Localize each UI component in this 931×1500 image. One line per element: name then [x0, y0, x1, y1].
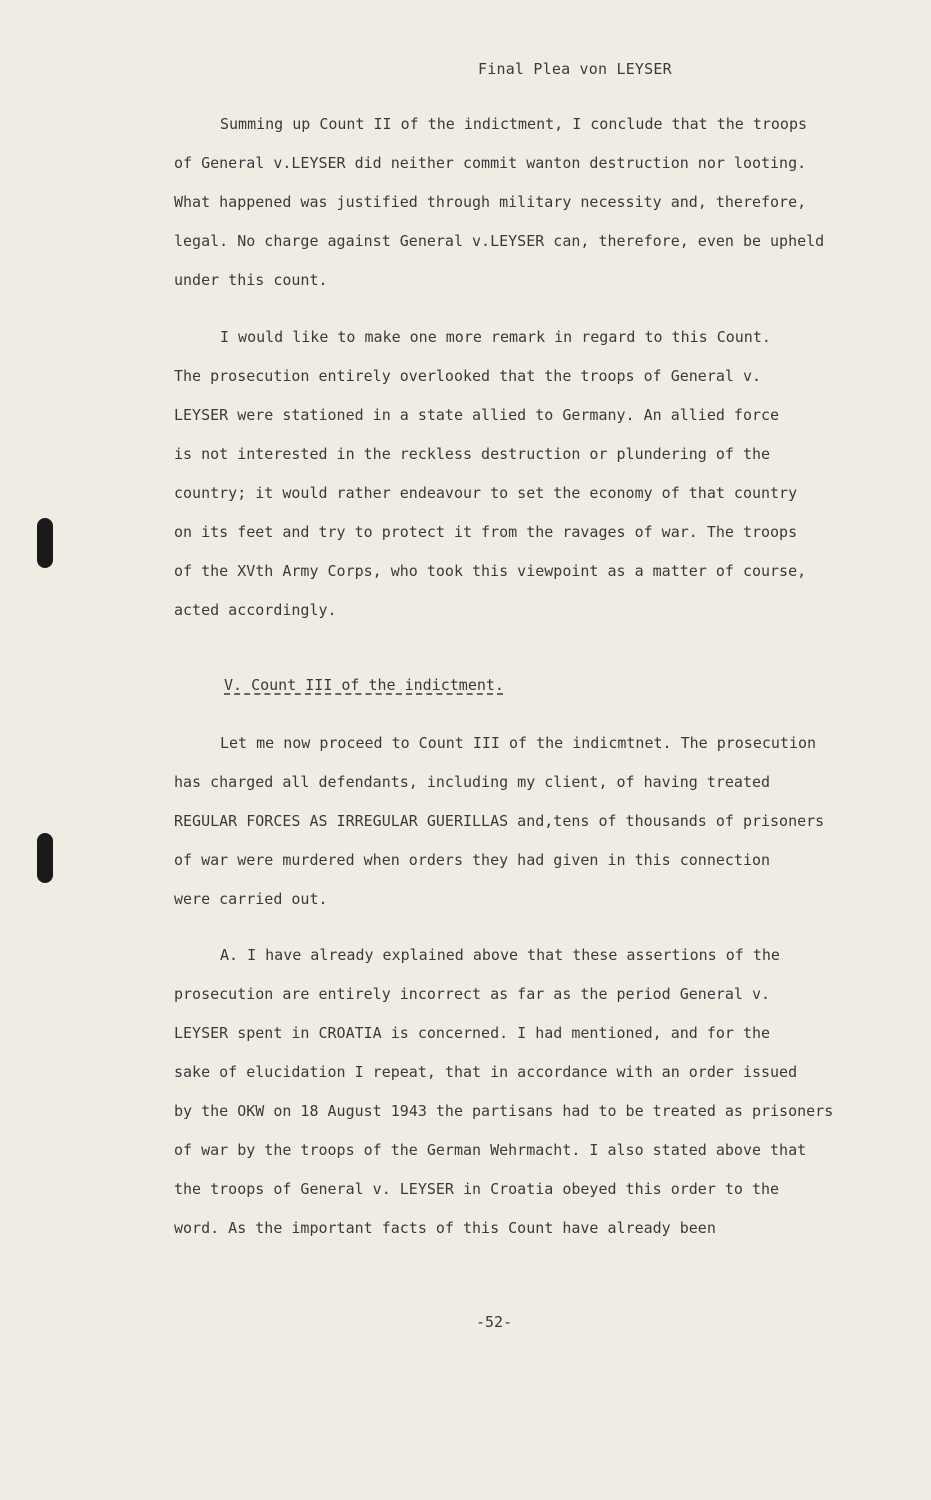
text-line: LEYSER were stationed in a state allied to Germany. An allied force [174, 406, 780, 424]
text-line: of war by the troops of the German Wehrmacht. I also stated above that [174, 1141, 807, 1159]
text-line: A. I have already explained above that these assertions of the [220, 946, 780, 964]
text-line: Summing up Count II of the indictment, I conclude that the troops [220, 115, 807, 133]
paragraph-allied-state-remark [174, 318, 864, 630]
text-line: sake of elucidation I repeat, that in accordance with an order issued [174, 1063, 798, 1081]
page-header: Final Plea von LEYSER [478, 60, 672, 78]
text-line: What happened was justified through military necessity and, therefore, [174, 193, 807, 211]
text-line: on its feet and try to protect it from the ravages of war. The troops [174, 523, 798, 541]
text-line: of war were murdered when orders they had given in this connection [174, 851, 771, 869]
punch-hole-lower [37, 833, 53, 883]
punch-hole-upper [37, 518, 53, 568]
text-line: of the XVth Army Corps, who took this viewpoint as a matter of course, [174, 562, 807, 580]
text-line: were carried out. [174, 890, 328, 908]
text-line: REGULAR FORCES AS IRREGULAR GUERILLAS and,tens of thousands of prisoners [174, 812, 825, 830]
text-line: Let me now proceed to Count III of the indicmtnet. The prosecution [220, 734, 817, 752]
text-line: acted accordingly. [174, 601, 337, 619]
text-line: prosecution are entirely incorrect as far as the period General v. [174, 985, 771, 1003]
text-line: under this count. [174, 271, 328, 289]
page-number: -52- [476, 1313, 513, 1331]
paragraph-count-ii-summary [174, 105, 864, 300]
text-line: country; it would rather endeavour to set the economy of that country [174, 484, 798, 502]
text-line: legal. No charge against General v.LEYSER can, therefore, even be upheld [174, 232, 825, 250]
text-line: The prosecution entirely overlooked that the troops of General v. [174, 367, 761, 385]
text-line: LEYSER spent in CROATIA is concerned. I had mentioned, and for the [174, 1024, 771, 1042]
paragraph-point-a [174, 936, 864, 1248]
text-line: word. As the important facts of this Count have already been [174, 1219, 716, 1237]
text-line: by the OKW on 18 August 1943 the partisans had to be treated as prisoners [174, 1102, 834, 1120]
text-line: I would like to make one more remark in regard to this Count. [220, 328, 771, 346]
section-heading: V. Count III of the indictment. [224, 676, 504, 694]
text-line: of General v.LEYSER did neither commit wanton destruction nor looting. [174, 154, 807, 172]
text-line: is not interested in the reckless destruction or plundering of the [174, 445, 771, 463]
paragraph-count-iii-intro [174, 724, 864, 919]
text-line: has charged all defendants, including my client, of having treated [174, 773, 771, 791]
text-line: the troops of General v. LEYSER in Croatia obeyed this order to the [174, 1180, 780, 1198]
